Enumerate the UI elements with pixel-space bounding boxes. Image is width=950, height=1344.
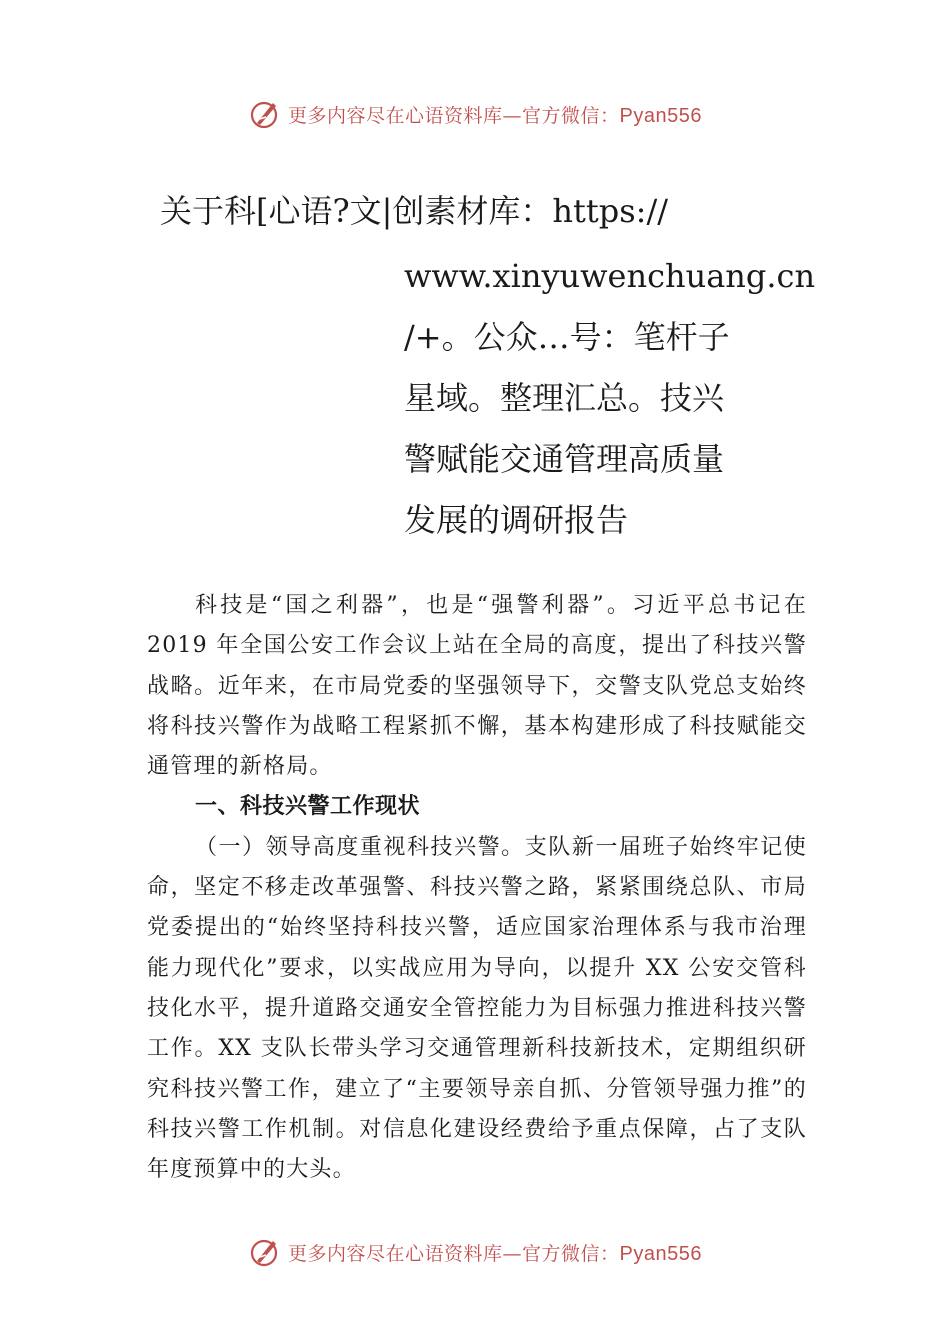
- header-banner: [0, 94, 950, 134]
- title-line: 星域。整理汇总。技兴: [404, 379, 725, 417]
- wechat-handle: Pyan556: [619, 104, 702, 127]
- document-body: [147, 586, 807, 1190]
- banner-text: 更多内容尽在心语资料库—官方微信：Pyan556: [288, 1242, 702, 1265]
- section-paragraph: （一）领导高度重视科技兴警。支队新一届班子始终牢记使命，坚定不移走改革强警、科技兴警之路，紧紧围绕总队、市局党委提出的“始终坚持科技兴警，适应国家治理体系与我市治理能力现代化”要求，以实战应用为导向，以提升 XX 公安交管科技化水平，提升道路交通安全管控能力为目标强力推进科技兴警工作。XX 支队长带头学习交通管理新科技新技术，定期组织研究科技兴警工作，建立了“主要领导亲自抓、分管领导强力推”的科技兴警工作机制。对信息化建设经费给予重点保障，占了支队年度预算中的大头。: [147, 834, 807, 1183]
- title-line: 警赋能交通管理高质量: [404, 440, 725, 478]
- document-title-line-1: 关于科[心语?文|创素材库：https://: [160, 192, 669, 230]
- footer-banner: [0, 1232, 950, 1272]
- title-line: /+。公众…号：笔杆子: [404, 318, 730, 356]
- quill-pen-logo-icon: [248, 1235, 282, 1269]
- title-line: 发展的调研报告: [404, 501, 629, 539]
- title-line: www.xinyuwenchuang.cn: [404, 257, 816, 295]
- quill-pen-logo-icon: [248, 97, 282, 131]
- wechat-handle: Pyan556: [619, 1242, 702, 1265]
- document-title: [404, 246, 844, 551]
- section-heading: 一、科技兴警工作现状: [195, 794, 421, 820]
- banner-text: 更多内容尽在心语资料库—官方微信：Pyan556: [288, 104, 702, 127]
- intro-paragraph: 科技是“国之利器”，也是“强警利器”。习近平总书记在 2019 年全国公安工作会议上站在全局的高度，提出了科技兴警战略。近年来，在市局党委的坚强领导下，交警支队党总支始终将科技兴警作为战略工程紧抓不懈，基本构建形成了科技赋能交通管理的新格局。: [147, 593, 807, 780]
